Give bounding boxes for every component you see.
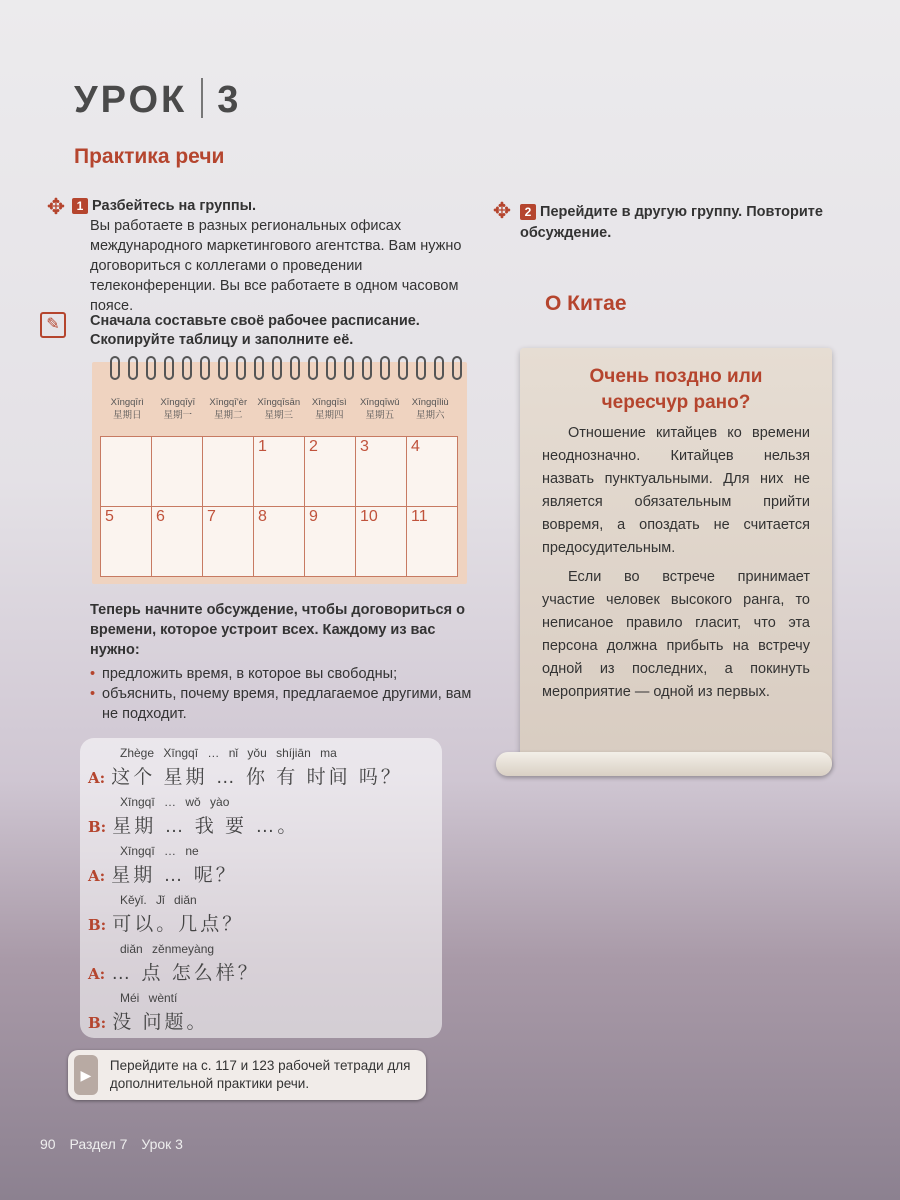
calendar-cell: 7 [203, 507, 254, 577]
lesson-number: 3 [217, 79, 242, 121]
calendar-week [101, 507, 458, 577]
notepad-pencil-icon: ✎ [40, 312, 66, 338]
day-header: Xīngqīwǔ 星期五 [359, 397, 400, 421]
hanzi: … 点 怎么样？ [111, 963, 260, 984]
workbook-link-text: Перейдите на с. 117 и 123 рабочей тетради для дополнительной практики речи. [109, 1058, 411, 1091]
dialog-line [88, 942, 442, 985]
calendar-cell: 9 [305, 507, 356, 577]
footer-section: Раздел 7 [69, 1136, 128, 1152]
day-header: Xīngqī'èr 星期二 [209, 397, 248, 421]
speaker: A: [88, 965, 106, 983]
day-header: Xīngqīsān 星期三 [257, 397, 301, 421]
speaker: B: [88, 916, 107, 934]
card-title: Очень поздно или чересчур рано? [589, 366, 763, 413]
calendar-week [101, 437, 458, 507]
calendar-cell: 6 [152, 507, 203, 577]
calendar-cell: 1 [254, 437, 305, 507]
play-arrow-icon: ▶ [74, 1055, 98, 1095]
culture-scroll-card [520, 348, 832, 768]
group-discussion-icon: ✥ [492, 198, 512, 223]
calendar-cell: 11 [407, 507, 458, 577]
calendar-cell [101, 437, 152, 507]
dialog-line [88, 893, 442, 936]
hanzi: 星期 … 呢？ [111, 865, 238, 886]
pinyin: Xīngqī … ne [120, 844, 199, 858]
task-heading: Разбейтесь на группы. [92, 198, 257, 214]
speaker: B: [88, 1014, 107, 1032]
pinyin: Kěyǐ. Jǐ diǎn [120, 893, 197, 907]
calendar-cell [203, 437, 254, 507]
calendar-cell: 3 [356, 437, 407, 507]
lesson-word: УРОК [74, 79, 188, 121]
hanzi: 可以。几点？ [112, 914, 245, 935]
pinyin: Zhège Xīngqī … nǐ yǒu shíjiān ma [120, 746, 337, 760]
calendar [92, 362, 467, 584]
dialog-line [88, 844, 442, 887]
hanzi: 没 问题。 [112, 1012, 209, 1033]
title-divider [201, 78, 203, 118]
speaker: A: [88, 867, 106, 885]
bullet-item: • предложить время, в которое вы свободны; [88, 664, 473, 684]
group-discussion-icon: ✥ [46, 194, 66, 219]
discussion-intro: Теперь начните обсуждение, чтобы договориться о времени, которое устроит всех. Каждому из вас нужно: [90, 602, 465, 658]
page-number: 90 [40, 1136, 56, 1152]
speaker: A: [88, 769, 106, 787]
day-header: Xīngqīliù 星期六 [411, 397, 449, 421]
pinyin: Xīngqī … wǒ yào [120, 795, 230, 809]
day-header: Xīngqīsì 星期四 [311, 397, 347, 421]
about-china-title: О Китае [545, 292, 627, 315]
section-title: Практика речи [74, 145, 225, 168]
dialog-line [88, 991, 442, 1034]
schedule-instruction: Сначала составьте своё рабочее расписание. Скопируйте таблицу и заполните её. [90, 313, 420, 348]
calendar-cell: 5 [101, 507, 152, 577]
page-footer [40, 1136, 193, 1152]
task-heading: Перейдите в другую группу. Повторите обсуждение. [520, 204, 823, 241]
calendar-cell: 4 [407, 437, 458, 507]
calendar-cell [152, 437, 203, 507]
calendar-days [102, 396, 456, 422]
calendar-grid [100, 436, 458, 577]
lesson-title [74, 78, 241, 122]
card-paragraph: Отношение китайцев ко времени неоднозначно. Китайцев нельзя назвать пунктуальными. Для них не является обязательным прийти вовремя, а опоздать не считается предосудительным. [542, 425, 810, 556]
card-paragraph: Если во встрече принимает участие человек высокого ранга, то неписаное правило гласит, что эта персона должна прибыть на встречу одной из последних, а покинуть мероприятие — одной из первых. [542, 569, 810, 700]
workbook-link-button[interactable] [68, 1050, 426, 1100]
hanzi: 这个 星期 … 你 有 时间 吗？ [111, 767, 403, 788]
day-header: Xīngqīyī 星期一 [160, 397, 196, 421]
calendar-cell: 10 [356, 507, 407, 577]
footer-lesson: Урок 3 [141, 1136, 183, 1152]
bullet-item: • объяснить, почему время, предлагаемое другими, вам не подходит. [88, 684, 473, 724]
dialog-line [88, 746, 442, 789]
task-body: Вы работаете в разных региональных офисах международного маркетингового агентства. Вам нужно договориться с коллегами о проведении телеконференции. Вы все работаете в одном часовом поясе. [90, 218, 462, 314]
dialog-box [80, 738, 442, 1038]
pinyin: Méi wèntí [120, 991, 178, 1005]
pinyin: diǎn zěnmeyàng [120, 942, 215, 956]
spiral-binding [110, 356, 462, 380]
day-header: Xīngqīrì 星期日 [110, 397, 144, 421]
task-number: 2 [520, 204, 536, 220]
scroll-roll [496, 752, 832, 776]
discussion-bullets [88, 664, 473, 724]
task-1 [72, 196, 477, 316]
speaker: B: [88, 818, 107, 836]
hanzi: 星期 … 我 要 …。 [112, 816, 300, 837]
calendar-cell: 2 [305, 437, 356, 507]
dialog-line [88, 795, 442, 838]
task-2 [520, 202, 840, 244]
calendar-cell: 8 [254, 507, 305, 577]
task-number: 1 [72, 198, 88, 214]
